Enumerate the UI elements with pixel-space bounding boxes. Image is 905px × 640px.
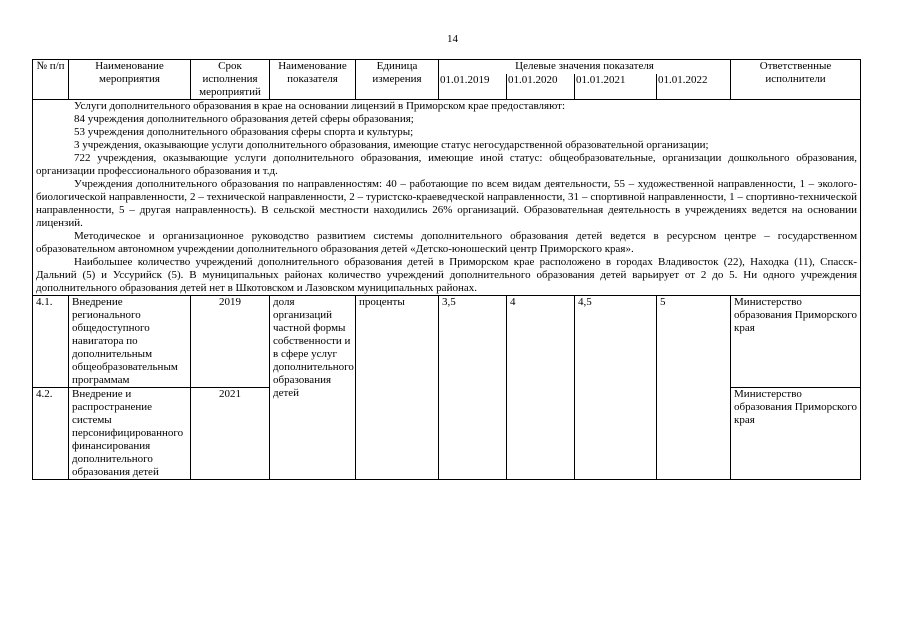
paragraph: 53 учреждения дополнительного образования сферы спорта и культуры; (74, 126, 414, 138)
paragraph: 3 учреждения, оказывающие услуги дополнительного образования, имеющие статус негосударственной образовательной организации; (74, 139, 709, 151)
header-num: № п/п (33, 60, 69, 100)
row-target-2019: 3,5 (439, 296, 507, 480)
row-num: 4.2. (33, 388, 69, 480)
paragraph: Наибольшее количество учреждений дополнительного образования детей в Приморском крае расположено в городах Владивосток (22), Находка (11), Спасск-Дальний (5) и Уссурийск (5). В муниципальных районах количество учреждений дополнительного образования детей варьирует от 2 до 5. Ни одного учреждения дополнительного образования детей нет в Шкотовском и Лазовском муниципальных районах. (36, 256, 858, 294)
paragraph: 84 учреждения дополнительного образования детей сферы образования; (74, 113, 414, 125)
header-unit: Единица измерения (356, 60, 439, 100)
header-date: 01.01.2021 (575, 74, 657, 100)
row-indicator: доля организаций частной формы собственности и в сфере услуг дополнительного образования детей (270, 296, 356, 480)
table-header-row (33, 60, 861, 74)
paragraph: Методическое и организационное руководство развитием системы дополнительного образования детей ведется в ресурсном центре – государственном образовательном автономном учреждении дополнительного образования детей «Детско-юношеский центр Приморского края». (36, 230, 858, 255)
description-row (33, 100, 861, 296)
header-responsible: Ответственные исполнители (731, 60, 861, 100)
table-row (33, 296, 861, 388)
page-number: 14 (447, 33, 458, 45)
row-name: Внедрение и распространение системы персонифицированного финансирования дополнительного образования детей (69, 388, 191, 480)
description-block (33, 100, 861, 296)
row-year: 2021 (191, 388, 270, 480)
row-target-2020: 4 (507, 296, 575, 480)
row-year: 2019 (191, 296, 270, 388)
header-target: Целевые значения показателя (439, 60, 731, 74)
row-responsible: Министерство образования Приморского края (731, 388, 861, 480)
header-date: 01.01.2022 (657, 74, 731, 100)
paragraph: Услуги дополнительного образования в крае на основании лицензий в Приморском крае предоставляют: (74, 100, 566, 112)
header-date: 01.01.2019 (439, 74, 507, 100)
header-indicator: Наименование показателя (270, 60, 356, 100)
paragraph: Учреждения дополнительного образования по направленностям: 40 – работающие по всем видам деятельности, 55 – художественной направленности, 1 – эколого-биологической направленности, 2 – технической направленности, 2 – туристско-краеведческой направленности, 31 – спортивной направленности, 1 – спортивно-технической направленности, 5 – другая направленность). В сельской местности находились 26% организаций. Образовательная деятельность в учреждениях ведется на основании лицензий. (36, 178, 858, 229)
row-num: 4.1. (33, 296, 69, 388)
row-target-2022: 5 (657, 296, 731, 480)
row-responsible: Министерство образования Приморского края (731, 296, 861, 388)
header-date: 01.01.2020 (507, 74, 575, 100)
row-target-2021: 4,5 (575, 296, 657, 480)
row-name: Внедрение регионального общедоступного навигатора по дополнительным общеобразовательным программам (69, 296, 191, 388)
header-deadline: Срок исполнения мероприятий (191, 60, 270, 100)
paragraph: 722 учреждения, оказывающие услуги дополнительного образования, имеющие иной статус: общеобразовательные, организации дошкольного образования, организации профессионального образования и т.д. (36, 152, 858, 177)
header-name: Наименование мероприятия (69, 60, 191, 100)
measures-table (32, 59, 861, 480)
row-unit: проценты (356, 296, 439, 480)
